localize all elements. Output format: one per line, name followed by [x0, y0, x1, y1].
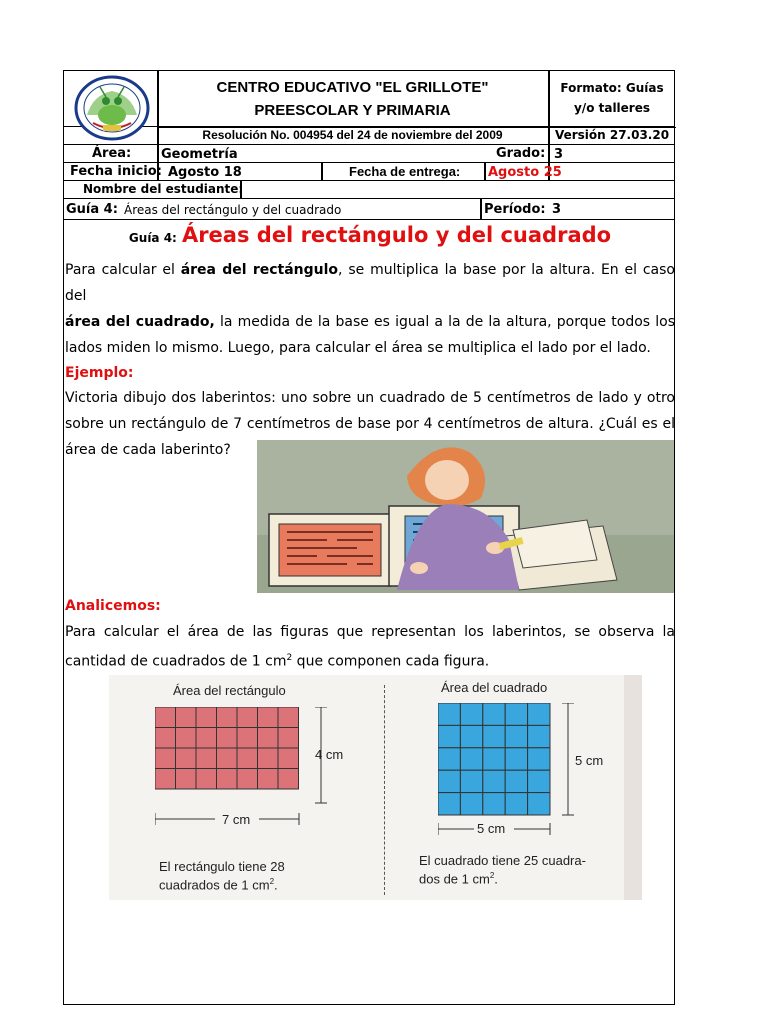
- square-unit-square: [528, 793, 550, 815]
- intro-paragraph: [65, 257, 675, 361]
- example-paragraph: Victoria dibujo dos laberintos: uno sobre un cuadrado de 5 centímetros de lado y otro sobre un rectángulo de 7 centímetros de base por 4 centímetros de altura. ¿Cuál es el área de cada laberinto?: [65, 390, 675, 458]
- area-value: Geometría: [161, 147, 238, 162]
- rect-unit-square: [176, 728, 197, 749]
- analysis-heading: Analicemos:: [65, 598, 161, 614]
- square-unit-square: [505, 748, 527, 770]
- rect-caption-1: El rectángulo tiene 28: [159, 859, 285, 874]
- square-unit-square: [438, 770, 460, 792]
- period-value: 3: [552, 202, 562, 217]
- square-cells: [438, 703, 550, 815]
- rect-unit-square: [155, 769, 176, 790]
- rect-unit-square: [258, 728, 279, 749]
- square-unit-square: [438, 725, 460, 747]
- example-heading: Ejemplo:: [65, 365, 134, 381]
- rect-unit-square: [278, 748, 299, 769]
- rect-unit-square: [196, 728, 217, 749]
- rect-cells: [155, 707, 299, 789]
- analysis-paragraph: Para calcular el área de las figuras que representan los laberintos, se observa la cantidad de cuadrados de 1 $cm^2$ que componen cada figura.: [65, 624, 675, 670]
- rect-unit-square: [176, 748, 197, 769]
- square-unit-square: [438, 748, 460, 770]
- rect-unit-square: [278, 728, 299, 749]
- rect-unit-square: [237, 748, 258, 769]
- square-unit-square: [460, 770, 482, 792]
- square-unit-square: [528, 770, 550, 792]
- rect-unit-square: [196, 769, 217, 790]
- rect-unit-square: [258, 748, 279, 769]
- rect-unit-square: [176, 707, 197, 728]
- square-unit-square: [505, 770, 527, 792]
- rect-unit-square: [196, 707, 217, 728]
- rect-unit-square: [237, 707, 258, 728]
- grade-label: Grado:: [496, 146, 546, 161]
- square-unit-square: [505, 793, 527, 815]
- title-prefix: Guía 4:: [128, 231, 177, 245]
- maze-illustration: [257, 440, 674, 593]
- square-unit-square: [438, 703, 460, 725]
- rect-height-label: 4 cm: [315, 747, 344, 762]
- square-caption-2: dos de 1 $cm^2$.: [419, 871, 498, 887]
- school-level: PREESCOLAR Y PRIMARIA: [254, 102, 451, 119]
- area-figure: [109, 675, 642, 900]
- square-width-label: 5 cm: [477, 821, 506, 836]
- square-title: Área del cuadrado: [441, 680, 548, 695]
- rect-grid: [155, 707, 344, 859]
- intro-line-2: área del cuadrado, la medida de la base es igual a la de la altura, porque todos los: [65, 314, 675, 330]
- title-main: Áreas del rectángulo y del cuadrado: [181, 223, 612, 247]
- square-caption-1: El cuadrado tiene 25 cuadra-: [419, 853, 586, 868]
- square-unit-square: [460, 748, 482, 770]
- rect-unit-square: [217, 769, 238, 790]
- resolution-text: Resolución No. 004954 del 24 de noviembre del 2009: [202, 128, 503, 142]
- rect-unit-square: [258, 769, 279, 790]
- area-label: Área:: [92, 146, 132, 161]
- rect-unit-square: [196, 748, 217, 769]
- rect-unit-square: [278, 707, 299, 728]
- school-name: CENTRO EDUCATIVO "EL GRILLOTE": [216, 79, 489, 96]
- square-unit-square: [528, 748, 550, 770]
- square-unit-square: [505, 703, 527, 725]
- rect-unit-square: [237, 769, 258, 790]
- rect-unit-square: [155, 707, 176, 728]
- start-date-value: Agosto 18: [168, 165, 242, 180]
- rect-unit-square: [176, 769, 197, 790]
- grade-value: 3: [554, 147, 564, 162]
- rect-unit-square: [217, 748, 238, 769]
- version-text: Versión 27.03.20: [554, 128, 670, 142]
- square-unit-square: [483, 770, 505, 792]
- rect-unit-square: [258, 707, 279, 728]
- rect-title: Área del rectángulo: [173, 683, 286, 698]
- figure-divider: [384, 685, 385, 895]
- page-title: [64, 223, 676, 247]
- due-date-label: Fecha de entrega:: [349, 164, 461, 179]
- student-name-label: Nombre del estudiante:: [83, 182, 244, 196]
- square-unit-square: [483, 793, 505, 815]
- intro-line-3: lados miden lo mismo. Luego, para calcular el área se multiplica el lado por el lado.: [65, 340, 651, 356]
- format-line-2: y/o talleres: [573, 101, 651, 115]
- worksheet-page: [63, 70, 675, 1005]
- square-unit-square: [528, 725, 550, 747]
- square-unit-square: [460, 703, 482, 725]
- rect-caption-2: cuadrados de 1 $cm^2$.: [159, 877, 278, 893]
- square-unit-square: [505, 725, 527, 747]
- square-unit-square: [483, 703, 505, 725]
- rect-unit-square: [217, 728, 238, 749]
- format-line-1: Formato: Guías: [560, 81, 664, 95]
- rect-unit-square: [237, 728, 258, 749]
- due-date-value: Agosto 25: [488, 165, 562, 180]
- start-date-label: Fecha inicio:: [70, 164, 162, 179]
- guide-value: Áreas del rectángulo y del cuadrado: [124, 203, 342, 217]
- guide-label: Guía 4:: [66, 202, 118, 217]
- square-unit-square: [483, 725, 505, 747]
- period-label: Período:: [484, 202, 546, 217]
- square-unit-square: [483, 748, 505, 770]
- rect-width-label: 7 cm: [222, 812, 251, 827]
- square-unit-square: [460, 793, 482, 815]
- rect-unit-square: [155, 748, 176, 769]
- square-unit-square: [528, 703, 550, 725]
- rect-unit-square: [155, 728, 176, 749]
- square-unit-square: [438, 793, 460, 815]
- rect-unit-square: [217, 707, 238, 728]
- square-unit-square: [460, 725, 482, 747]
- rect-unit-square: [278, 769, 299, 790]
- student-name-field[interactable]: [244, 182, 672, 198]
- intro-line-1: Para calcular el área del rectángulo, se multiplica la base por la altura. En el caso del: [65, 262, 675, 304]
- square-height-label: 5 cm: [575, 753, 604, 768]
